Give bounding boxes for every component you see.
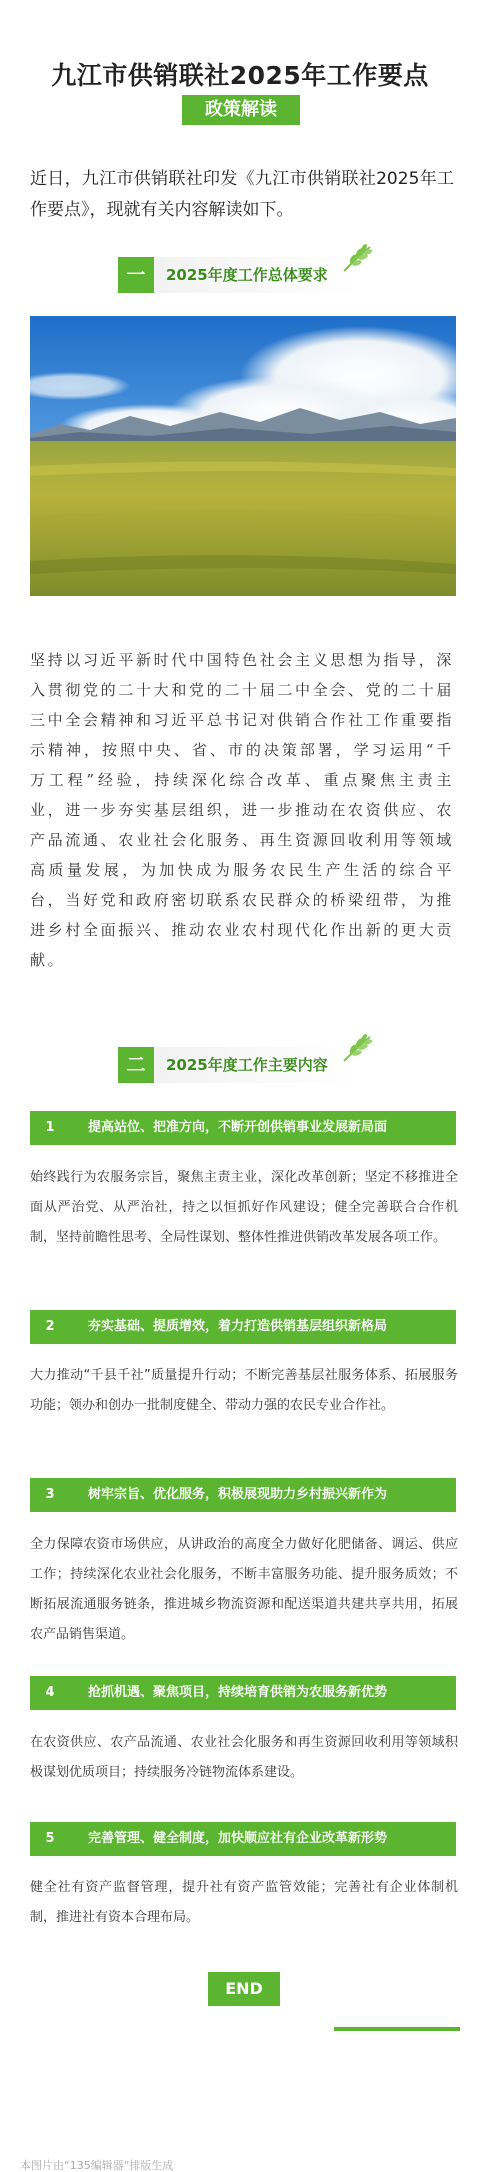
item-heading: 树牢宗旨、优化服务，积极展现助力乡村振兴新作为: [88, 1487, 388, 1502]
item-3-body: 全力保障农资市场供应，从讲政治的高度全力做好化肥储备、调运、供应工作；持续深化农业社会化服务，不断丰富服务功能、提升服务质效；不断拓展流通服务链条，推进城乡物流资源和配送渠道共建共享共用，拓展农产品销售渠道。: [30, 1537, 458, 1642]
item-4-heading-bar: [30, 1676, 456, 1710]
subtitle-badge: 政策解读: [182, 95, 300, 125]
section-1-header: [0, 257, 480, 293]
item-2-body: 大力推动“千县千社”质量提升行动；不断完善基层社服务体系、拓展服务功能；领办和创办一批制度健全、带动力强的农民专业合作社。: [30, 1368, 458, 1413]
item-4-body: 在农资供应、农产品流通、农业社会化服务和再生资源回收利用等领域积极谋划优质项目；持续服务冷链物流体系建设。: [30, 1735, 458, 1780]
section-1-number: 一: [118, 257, 154, 293]
item-number: 3: [45, 1487, 55, 1502]
item-1-heading-bar: [30, 1111, 456, 1145]
item-heading: 抢抓机遇、聚焦项目，持续培育供销为农服务新优势: [88, 1685, 388, 1700]
intro-paragraph: 近日，九江市供销联社印发《九江市供销联社2025年工作要点》，现就有关内容解读如下。: [30, 169, 454, 220]
wheat-leaf-icon: [340, 1033, 374, 1063]
section-2-header: [0, 1047, 480, 1083]
page-title: 九江市供销联社2025年工作要点: [51, 61, 429, 90]
item-number: 4: [45, 1685, 55, 1700]
item-number: 5: [45, 1831, 55, 1846]
item-number: 2: [45, 1319, 55, 1334]
item-5-body: 健全社有资产监督管理，提升社有资产监管效能；完善社有企业体制机制，推进社有资本合理布局。: [30, 1880, 458, 1925]
item-3-heading-bar: [30, 1478, 456, 1512]
item-number: 1: [45, 1120, 55, 1135]
section-1-title: 2025年度工作总体要求: [154, 257, 359, 293]
item-heading: 夯实基础、提质增效，着力打造供销基层组织新格局: [88, 1319, 388, 1334]
item-5-heading-bar: [30, 1822, 456, 1856]
item-heading: 提高站位、把准方向，不断开创供销事业发展新局面: [88, 1120, 388, 1135]
item-heading: 完善管理、健全制度，加快顺应社有企业改革新形势: [88, 1831, 388, 1846]
item-1-body: 始终践行为农服务宗旨，聚焦主责主业，深化改革创新；坚定不移推进全面从严治党、从严治社，持之以恒抓好作风建设；健全完善联合合作机制，坚持前瞻性思考、全局性谋划、整体性推进供销改革发展各项工作。: [30, 1170, 458, 1245]
end-badge: END: [208, 1972, 280, 2006]
section-1-body: 坚持以习近平新时代中国特色社会主义思想为指导，深入贯彻党的二十大和党的二十届二中全会、党的二十届三中全会精神和习近平总书记对供销合作社工作重要指示精神，按照中央、省、市的决策部署，学习运用“千万工程”经验，持续深化综合改革、重点聚焦主责主业，进一步夯实基层组织，进一步推动在农资供应、农产品流通、农业社会化服务、再生资源回收利用等领域高质量发展，为加快成为服务农民生产生活的综合平台，当好党和政府密切联系农民群众的桥梁纽带，为推进乡村全面振兴、推动农业农村现代化作出新的更大贡献。: [30, 651, 454, 969]
item-2-heading-bar: [30, 1310, 456, 1344]
section-2-title: 2025年度工作主要内容: [154, 1047, 359, 1083]
section-2-number: 二: [118, 1047, 154, 1083]
wheat-leaf-icon: [340, 243, 374, 273]
wheat-field-photo: [30, 316, 456, 596]
footer-credit: 本图片由“135编辑器”排版生成: [20, 2159, 174, 2172]
end-divider: [334, 2027, 460, 2031]
